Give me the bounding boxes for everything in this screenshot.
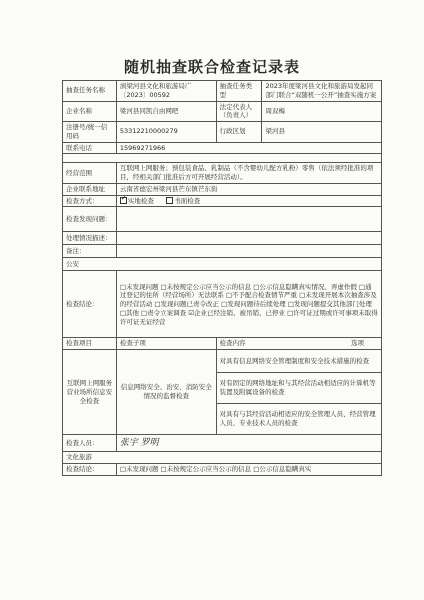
phone: 15969271966 — [116, 142, 381, 154]
district-label: 行政区划 — [216, 122, 262, 143]
remark-label: 备注： — [63, 245, 117, 258]
district: 梁河县 — [262, 122, 382, 143]
inspection-table — [62, 80, 382, 476]
inspect-header-sub: 检查子项 — [116, 338, 216, 350]
address-label: 企业联系地址 — [63, 183, 117, 195]
onsite-checkbox[interactable] — [120, 197, 127, 204]
inspect-header-content: 检查内容 选项 — [216, 338, 381, 350]
credit: 53312210000279 — [116, 122, 216, 143]
method-label: 检查方式： — [63, 195, 117, 207]
conclusion2-label: 检查结论： — [63, 463, 117, 475]
task-type: 2023年度梁河县文化和旅游局发起同部门联合“双随机一公开”抽查实施方案 — [262, 81, 382, 102]
phone-label: 联系电话 — [63, 142, 117, 154]
company: 梁河县同凯自由网吧 — [116, 101, 216, 122]
method-options — [116, 195, 381, 207]
inspect-item: 互联网上网服务营业场所信息安全检查 — [63, 350, 117, 435]
scope: 互联网上网服务；预包装食品、乳制品（不含婴幼儿配方乳粉）零售（依法须经批准的项目，经相关部门批准后方可开展经营活动）。 — [116, 163, 381, 184]
task-name: 滇梁河县文化和旅游局广〔2023〕00592 — [116, 81, 216, 102]
credit-label: 注册号/统一信用码 — [63, 122, 117, 143]
onsite-label: 实地检查 — [127, 196, 154, 205]
inspect-sub: 信息网络安全、治安、消防安全情况的监督检查 — [116, 350, 216, 435]
handling-value — [116, 232, 381, 245]
conclusion2-text: □未发现问题 □未按规定公示应当公示的信息 □公示信息隐瞒真实 — [116, 463, 381, 475]
inspect-content-1: 对具有信息网络安全管理制度和安全技术措施的检查 — [216, 350, 381, 373]
problem-value — [116, 207, 381, 232]
address: 云南省德宏州梁河县芒东镇芒东街 — [116, 183, 381, 195]
problem-label: 检查发现问题： — [63, 207, 117, 232]
task-name-label: 抽查任务名称 — [63, 81, 117, 102]
handling-label: 处理情况描述： — [63, 232, 117, 245]
written-label: 书面检查 — [174, 196, 201, 205]
scope-label: 经营范围 — [63, 163, 117, 184]
written-checkbox[interactable] — [166, 197, 173, 204]
inspect-content-2: 对有固定的网络地址和与其经营活动相适应的计算机等装置及附属设备的检查 — [216, 373, 381, 404]
form-title: 随机抽查联合检查记录表 — [123, 58, 300, 76]
legal: 周双梅 — [262, 101, 382, 122]
security-label: 公安 — [63, 258, 382, 271]
company-label: 企业名称 — [63, 101, 117, 122]
culture-label: 文化旅游 — [63, 452, 382, 464]
inspect-header-item: 检查项目 — [63, 338, 117, 350]
conclusion-label: 检查结论： — [63, 271, 117, 338]
inspect-content-3: 对具有与其经营活动相适应的安全管理人员、经营管理人员、专业技术人员的检查 — [216, 404, 381, 435]
remark-value — [116, 245, 381, 258]
conclusion-text: □未发现问题 □未按规定公示应当公示的信息 □公示信息隐瞒真实情况、弄虚作假 □通过登记的住所（经营场所）无法联系 □不予配合检查情节严重 □未发现开展本次抽查涉及的经营活动 □发现问题已责令改正 □发现问题待后续处理 □发现问题提交其他部门处理 □其他 □责令立案调查 ☑企业已经注销、被吊销、已停业 □许可证过期或许可事项未取得许可证无证经营 — [116, 271, 381, 338]
inspector-label: 检查人员： — [63, 435, 117, 452]
inspector-sign: 张宇 罗明 — [116, 435, 381, 452]
legal-label: 法定代表人（负责人） — [216, 101, 262, 122]
task-type-label: 抽查任务类型 — [216, 81, 262, 102]
